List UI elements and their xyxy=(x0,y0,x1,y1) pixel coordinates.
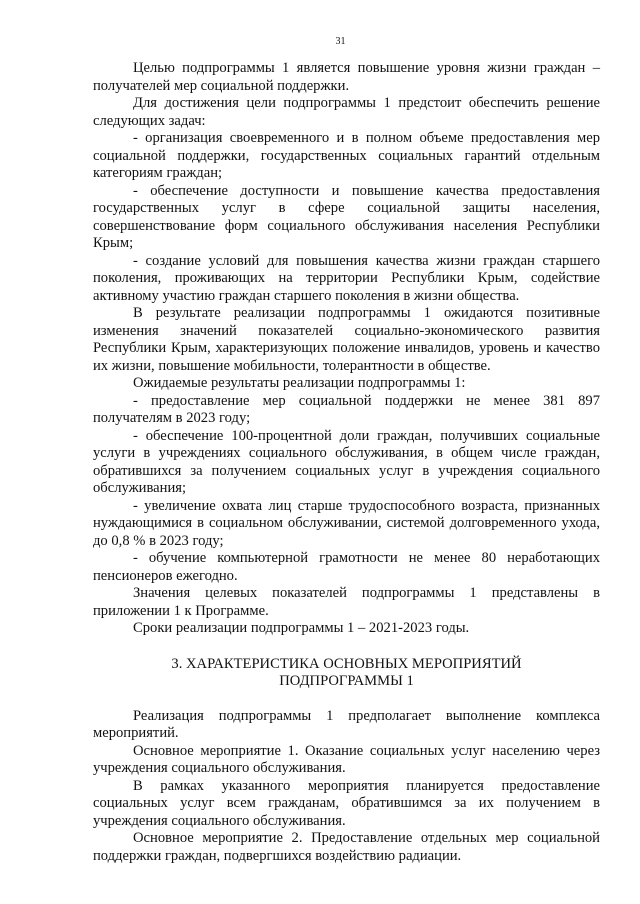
list-item: - создание условий для повышения качества жизни граждан старшего поколения, проживающих на территории Республики Крым, содействие активному участию граждан старшего поколения в жизни общества. xyxy=(93,252,600,304)
list-item: - организация своевременного и в полном объеме предоставления мер социальной поддержки, государственных социальных гарантий отдельным категориям граждан; xyxy=(93,130,600,181)
list-item: - обучение компьютерной грамотности не менее 80 неработающих пенсионеров ежегодно. xyxy=(93,550,600,584)
list-item: - обеспечение доступности и повышение качества предоставления государственных услуг в сфере социальной защиты населения, совершенствование форм социального обслуживания населения Республики Крым; xyxy=(93,182,600,251)
paragraph: Сроки реализации подпрограммы 1 – 2021-2023 годы. xyxy=(133,620,470,636)
section-heading-line: ПОДПРОГРАММЫ 1 xyxy=(279,673,414,689)
paragraph: Основное мероприятие 2. Предоставление отдельных мер социальной поддержки граждан, подвергшихся воздействию радиации. xyxy=(93,830,600,864)
section-heading-line: 3. ХАРАКТЕРИСТИКА ОСНОВНЫХ МЕРОПРИЯТИЙ xyxy=(171,655,522,672)
section-heading xyxy=(93,656,600,691)
list-item: - увеличение охвата лиц старше трудоспособного возраста, признанных нуждающимися в социальном обслуживании, системой долговременного ухода, до 0,8 % в 2023 году; xyxy=(93,497,600,549)
paragraph: В рамках указанного мероприятия планируется предоставление социальных услуг всем гражданам, обратившимся за их получением в учреждения социального обслуживания. xyxy=(93,777,600,829)
paragraph: Значения целевых показателей подпрограммы 1 представлены в приложении 1 к Программе. xyxy=(93,585,600,619)
paragraph: Целью подпрограммы 1 является повышение уровня жизни граждан – получателей мер социальной поддержки. xyxy=(93,60,600,94)
page-number: 31 xyxy=(335,36,346,47)
paragraph: В результате реализации подпрограммы 1 ожидаются позитивные изменения значений показателей социально-экономического развития Республики Крым, характеризующих положение инвалидов, уровень и качество их жизни, повышение мобильности, толерантности в обществе. xyxy=(93,305,600,374)
list-item: - предоставление мер социальной поддержки не менее 381 897 получателям в 2023 году; xyxy=(93,392,600,426)
list-item: - обеспечение 100-процентной доли граждан, получивших социальные услуги в учреждениях социального обслуживания, в общем числе граждан, обратившихся за получением социальных услуг в учреждения социального обслуживания; xyxy=(93,427,600,496)
paragraph: Для достижения цели подпрограммы 1 предстоит обеспечить решение следующих задач: xyxy=(93,95,600,129)
paragraph: Ожидаемые результаты реализации подпрограммы 1: xyxy=(133,375,466,391)
paragraph: Основное мероприятие 1. Оказание социальных услуг населению через учреждения социального обслуживания. xyxy=(93,742,600,776)
paragraph: Реализация подпрограммы 1 предполагает выполнение комплекса мероприятий. xyxy=(93,707,600,741)
